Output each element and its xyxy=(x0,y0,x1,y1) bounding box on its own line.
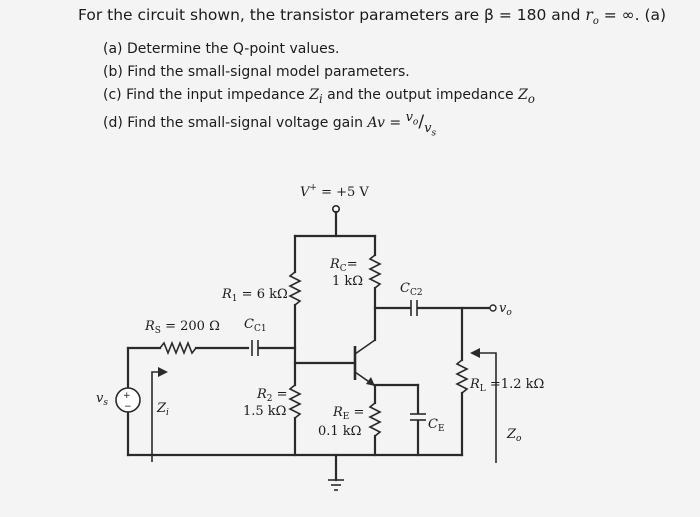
rc-value: 1 kΩ xyxy=(332,274,364,289)
ce-capacitor xyxy=(410,385,445,455)
voltage-source xyxy=(96,388,140,455)
r1-resistor xyxy=(221,236,300,385)
part-label: (d) xyxy=(103,114,123,131)
cc2-capacitor xyxy=(375,281,490,316)
r2-value: 1.5 kΩ xyxy=(243,404,287,419)
zo-symbol: Z xyxy=(518,87,528,103)
rl-resistor xyxy=(457,308,544,455)
r2-resistor xyxy=(243,385,300,455)
intro-text: For the circuit shown, the transistor parameters are β = 180 and xyxy=(78,6,586,24)
r2-label: $R_2$ = xyxy=(257,387,288,404)
cc1-capacitor xyxy=(244,317,295,356)
supply-terminal xyxy=(300,183,369,236)
npn-transistor xyxy=(355,340,375,386)
part-label: (b) xyxy=(103,64,123,80)
part-text: Determine the Q-point values. xyxy=(126,41,340,57)
ro-symbol: r xyxy=(585,6,593,24)
vs-denominator: $v_s$ xyxy=(424,120,437,139)
fraction-slash: / xyxy=(418,111,425,132)
vo-label: $v_o$ xyxy=(499,301,512,318)
part-text: Find the small-signal voltage gain xyxy=(127,114,368,131)
rc-label: $R_C=$ xyxy=(330,257,358,274)
zo-label: $Z_o$ xyxy=(507,427,522,444)
source-plus: + xyxy=(123,391,131,401)
ce-label: $C_E$ xyxy=(428,417,445,434)
r1-label: $R_1 = 6$ kΩ xyxy=(222,287,288,304)
zi-arrow xyxy=(152,367,169,462)
part-text: Find the input impedance xyxy=(126,87,310,103)
zi-label: $Z_i$ xyxy=(157,401,169,418)
part-text-mid: and the output impedance xyxy=(322,87,519,103)
zo-arrow xyxy=(470,348,522,463)
ground-symbol xyxy=(328,455,344,490)
re-label: $R_E$ = xyxy=(333,405,365,422)
part-label: (a) xyxy=(103,41,123,57)
ro-sub: o xyxy=(592,16,599,28)
zo-sub: o xyxy=(527,91,535,106)
av-symbol: Av xyxy=(367,114,385,131)
rs-label: $R_S = 200$ Ω xyxy=(145,319,220,336)
equals: = xyxy=(384,114,406,131)
rl-label: $R_L =1.2$ kΩ xyxy=(470,377,545,394)
rc-resistor xyxy=(329,236,380,340)
cc2-label: $C_{C2}$ xyxy=(400,281,423,298)
output-terminal xyxy=(490,301,512,318)
cc1-label: $C_{C1}$ xyxy=(244,317,267,334)
part-text: Find the small-signal model parameters. xyxy=(127,64,410,80)
re-value: 0.1 kΩ xyxy=(318,424,362,439)
re-resistor xyxy=(318,403,380,455)
supply-label: V+ = +5 V xyxy=(300,183,369,200)
zi-sub: i xyxy=(318,91,323,106)
vs-label: $v_s$ xyxy=(96,391,108,408)
part-label: (c) xyxy=(103,87,122,103)
zi-symbol: Z xyxy=(309,87,319,103)
intro-tail: = ∞. (a) xyxy=(598,6,667,24)
source-minus: − xyxy=(124,402,132,412)
rs-resistor xyxy=(128,319,248,388)
vo-numerator: $v_o$ xyxy=(405,109,419,128)
